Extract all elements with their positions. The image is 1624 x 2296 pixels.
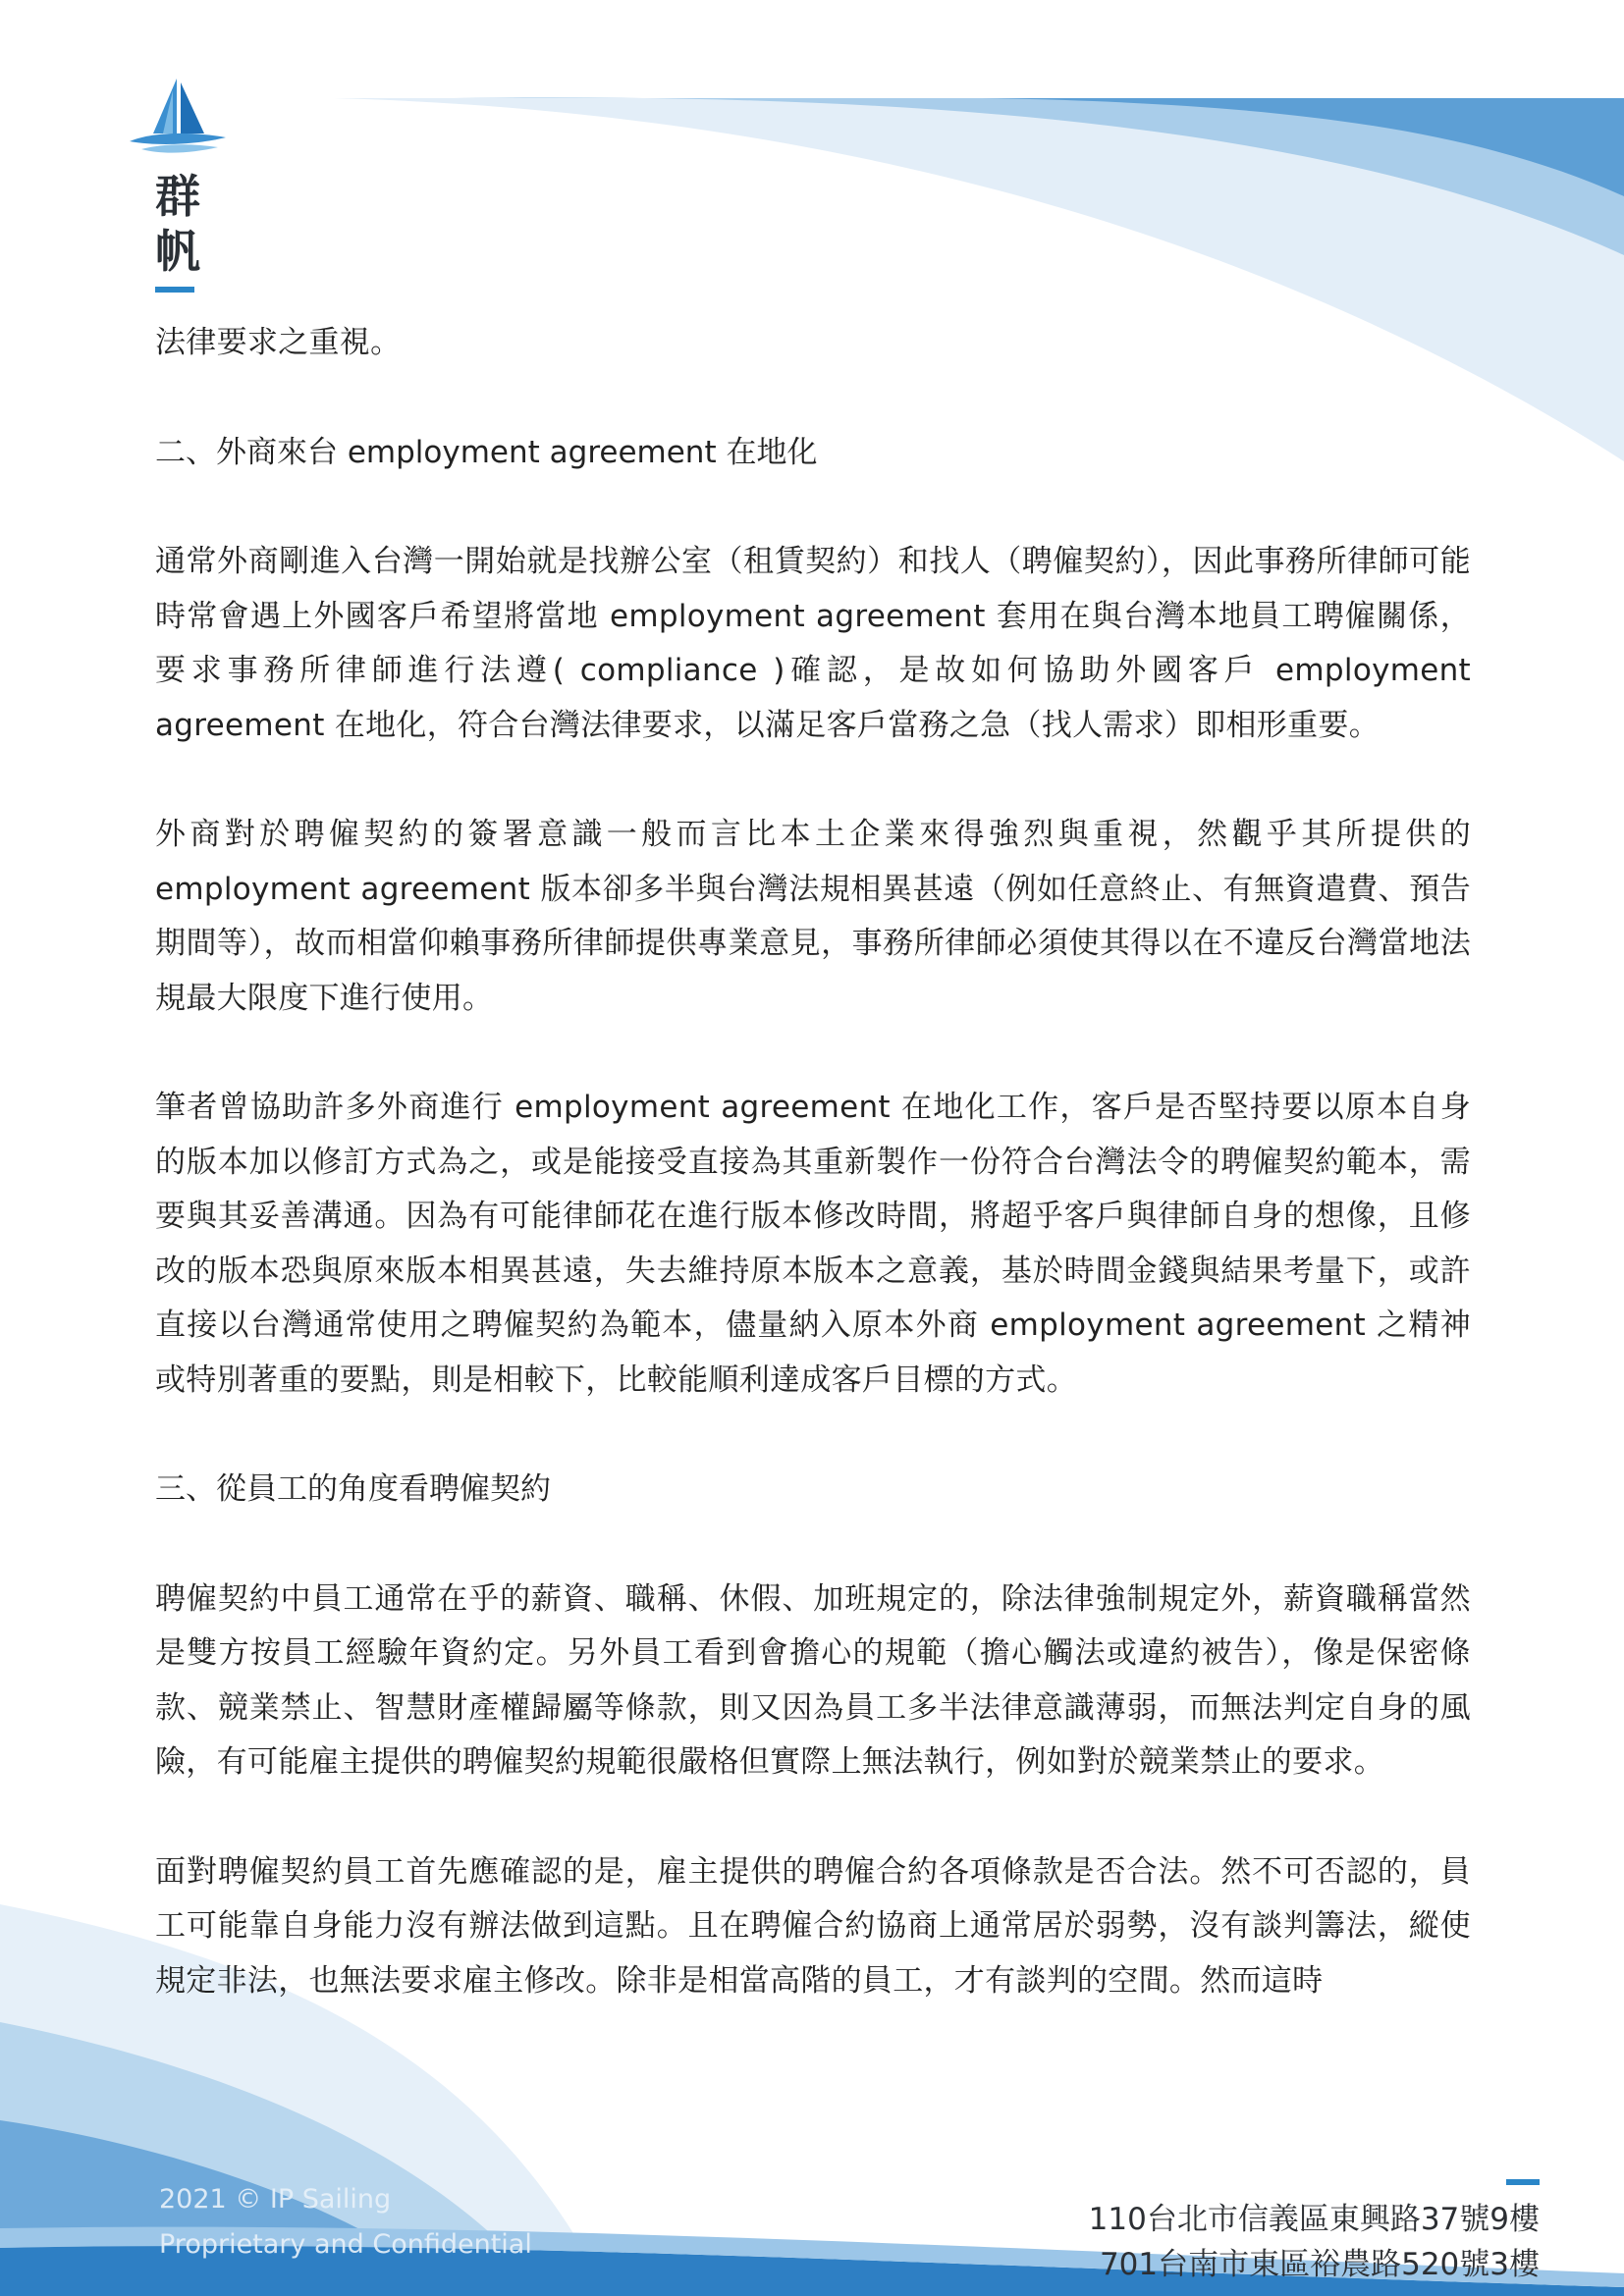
paragraph-5: 面對聘僱契約員工首先應確認的是，雇主提供的聘僱合約各項條款是否合法。然不可否認的，員工可能靠自身能力沒有辦法做到這點。且在聘僱合約協商上通常居於弱勢，沒有談判籌法，縱使規定非法，也無法要求雇主修改。除非是相當高階的員工，才有談判的空間。然而這時 (155, 1853, 1471, 1999)
logo-underline (155, 287, 194, 293)
company-name-line2: 帆 (155, 225, 200, 278)
paragraph-4: 聘僱契約中員工通常在乎的薪資、職稱、休假、加班規定的，除法律強制規定外，薪資職稱當然是雙方按員工經驗年資約定。另外員工看到會擔心的規範（擔心觸法或違約被告），像是保密條款、競業禁止、智慧財產權歸屬等條款，則又因為員工多半法律意識薄弱，而無法判定自身的風險，有可能雇主提供的聘僱契約規範很嚴格但實際上無法執行，例如對於競業禁止的要求。 (155, 1580, 1471, 1780)
footer-address-taipei: 110台北市信義區東興路37號9樓 (1088, 2202, 1540, 2237)
paragraph-1: 通常外商剛進入台灣一開始就是找辦公室（租賃契約）和找人（聘僱契約），因此事務所律師可能時常會遇上外國客戶希望將當地 employment agreement 套用在與台灣本地員工聘僱關係，要求事務所律師進行法遵( compliance )確認，是故如何協助外國客戶 employment agreement 在地化，符合台灣法律要求，以滿足客戶當務之急（找人需求）即相形重要。 (155, 544, 1471, 743)
company-name-line1: 群 (155, 170, 200, 223)
section-heading-3: 三、從員工的角度看聘僱契約 (155, 1471, 551, 1507)
footer-accent-bar (1506, 2179, 1540, 2185)
paragraph-intro: 法律要求之重視。 (155, 325, 402, 360)
paragraph-2: 外商對於聘僱契約的簽署意識一般而言比本土企業來得強烈與重視，然觀乎其所提供的 employment agreement 版本卻多半與台灣法規相異甚遠（例如任意終止、有無資遣費、預告期間等），故而相當仰賴事務所律師提供專業意見，事務所律師必須使其得以在不違反台灣當地法規最大限度下進行使用。 (155, 817, 1471, 1016)
sailboat-icon (124, 77, 232, 155)
section-heading-2: 二、外商來台 employment agreement 在地化 (155, 434, 818, 470)
footer-copyright: 2021 © IP Sailing (159, 2184, 392, 2215)
footer-address-tainan: 701台南市東區裕農路520號3樓 (1099, 2247, 1540, 2282)
company-name (155, 169, 214, 279)
footer-addresses (1089, 2197, 1540, 2287)
document-body (155, 316, 1471, 2063)
footer-confidential: Proprietary and Confidential (159, 2229, 532, 2260)
logo (124, 77, 232, 293)
paragraph-3: 筆者曾協助許多外商進行 employment agreement 在地化工作，客戶是否堅持要以原本自身的版本加以修訂方式為之，或是能接受直接為其重新製作一份符合台灣法令的聘僱契約範本，需要與其妥善溝通。因為有可能律師花在進行版本修改時間，將超乎客戶與律師自身的想像，且修改的版本恐與原來版本相異甚遠，失去維持原本版本之意義，基於時間金錢與結果考量下，或許直接以台灣通常使用之聘僱契約為範本，儘量納入原本外商 employment agreement 之精神或特別著重的要點，則是相較下，比較能順利達成客戶目標的方式。 (155, 1090, 1471, 1398)
footer-left (159, 2177, 532, 2268)
